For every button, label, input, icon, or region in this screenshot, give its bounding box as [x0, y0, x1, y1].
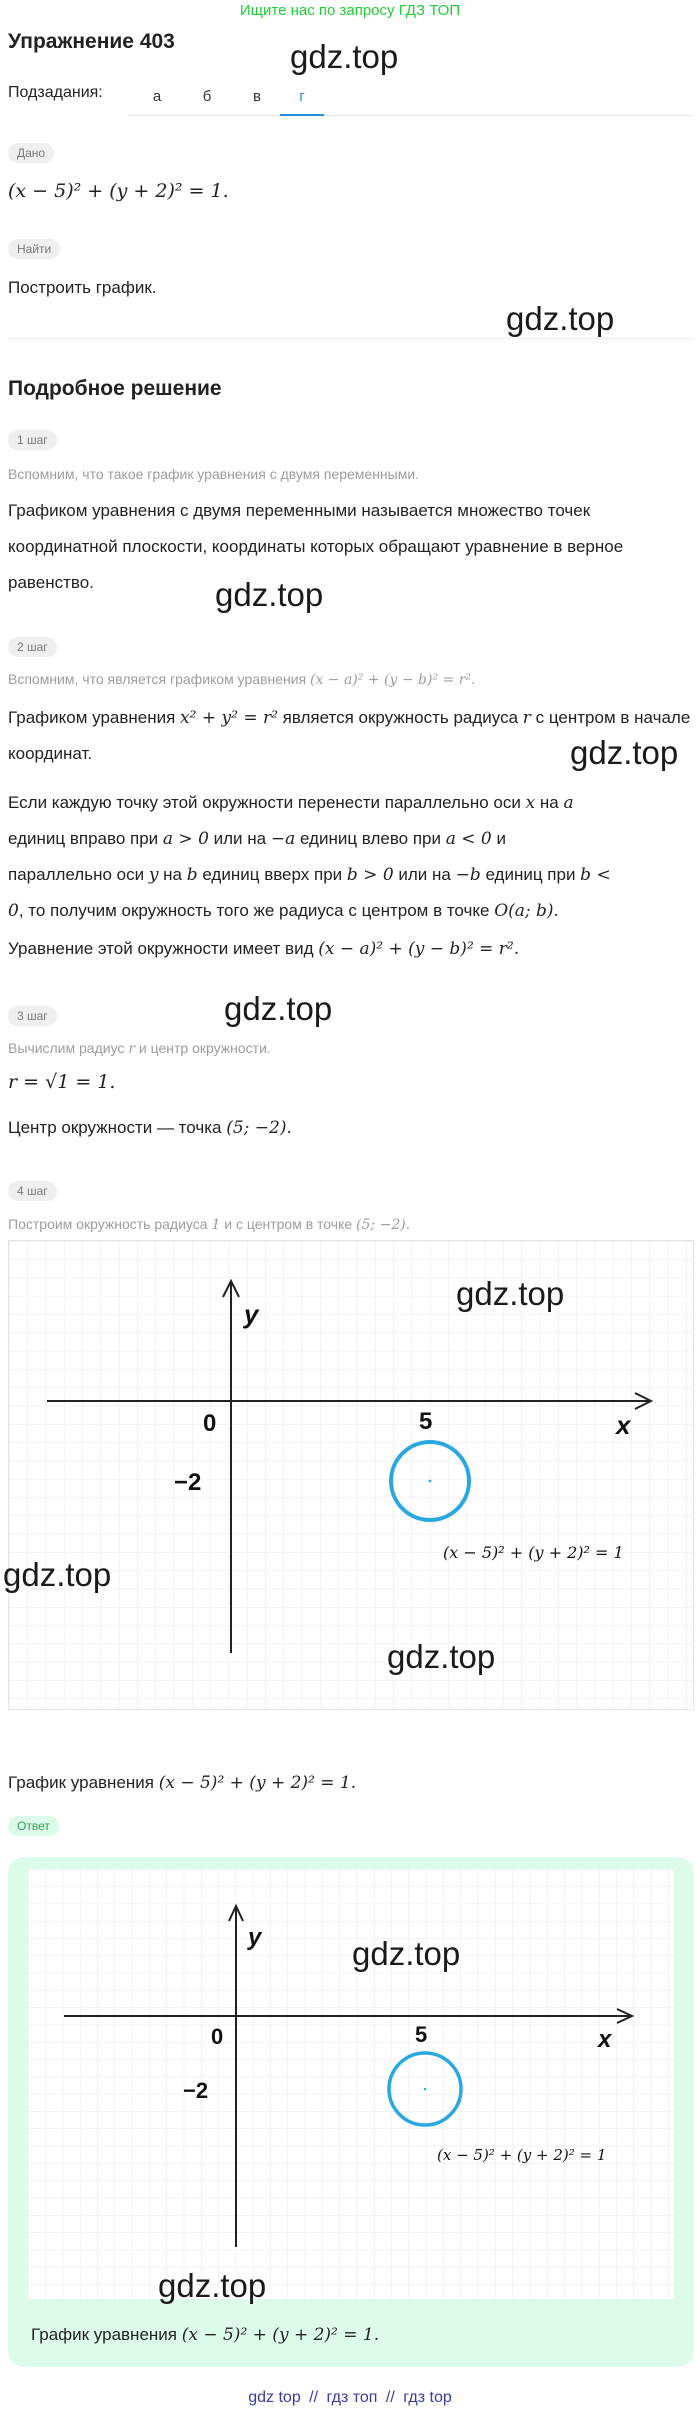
step2-para2: Если каждую точку этой окружности перенести параллельно оси x на a единиц вправо при a > 0 или на −a единиц влево при a < 0 и параллельно оси y на b единиц вверх при b > 0 или на −b единиц при b < 0, то получим окружность того же радиуса с центром в точке O(a; b).: [8, 793, 611, 921]
tab-g[interactable]: г: [280, 88, 324, 116]
footer-links: [0, 2389, 700, 2407]
tab-a[interactable]: а: [152, 88, 162, 105]
search-banner[interactable]: Ищите нас по запросу ГДЗ ТОП: [239, 2, 461, 19]
x-axis-label: x: [598, 2026, 612, 2053]
y-axis-label: y: [244, 1299, 259, 1329]
watermark: gdz.top: [3, 1556, 112, 1593]
footer-link-3[interactable]: гдз top: [403, 2389, 452, 2406]
circle-graph: [3, 1240, 694, 1710]
step3-badge: 3 шаг: [8, 1006, 57, 1026]
y-tick-neg2: −2: [174, 1469, 202, 1496]
tab-v[interactable]: в: [253, 88, 261, 105]
step3-hint: Вычислим радиус r и центр окружности.: [8, 1040, 271, 1057]
answer-caption: График уравнения (x − 5)² + (y + 2)² = 1.: [31, 2325, 380, 2345]
step4-hint: Построим окружность радиуса 1 и с центром в точке (5; −2).: [8, 1216, 411, 1233]
curve-label: (x − 5)² + (y + 2)² = 1: [443, 1543, 624, 1562]
answer-box: [8, 1857, 694, 2367]
step4-caption: График уравнения (x − 5)² + (y + 2)² = 1.: [8, 1773, 357, 1793]
step3-center: Центр окружности — точка (5; −2).: [8, 1118, 292, 1138]
answer-badge: Ответ: [8, 1816, 59, 1836]
step2-para1: Графиком уравнения x² + y² = r² является окружность радиуса r с центром в начале координат.: [8, 708, 691, 763]
footer-link-2[interactable]: гдз топ: [326, 2389, 378, 2406]
watermark: gdz.top: [506, 300, 615, 337]
y-axis-label: y: [248, 1924, 262, 1951]
x-axis-label: x: [616, 1410, 631, 1440]
x-tick-5: 5: [415, 2022, 428, 2047]
footer-sep: //: [309, 2389, 319, 2406]
step4-badge: 4 шаг: [8, 1181, 57, 1201]
step3-formula: r = √1 = 1.: [8, 1071, 116, 1093]
answer-graph: [28, 1869, 674, 2304]
origin-label: 0: [211, 2024, 224, 2049]
divider: [8, 338, 694, 339]
subtasks-label: Подзадания:: [8, 84, 103, 101]
footer-sep: //: [385, 2389, 395, 2406]
watermark: gdz.top: [290, 38, 399, 75]
step1-badge: 1 шаг: [8, 430, 57, 450]
watermark: gdz.top: [352, 1935, 461, 1972]
footer-link-1[interactable]: gdz top: [248, 2389, 301, 2406]
step2-para3: Уравнение этой окружности имеет вид (x − a)² + (y − b)² = r².: [8, 939, 520, 959]
watermark: gdz.top: [570, 734, 679, 771]
watermark: gdz.top: [456, 1275, 565, 1312]
step2-badge: 2 шаг: [8, 637, 57, 657]
watermark: gdz.top: [158, 2267, 267, 2304]
tab-b[interactable]: б: [202, 88, 212, 105]
step1-text: Графиком уравнения с двумя переменными называется множество точек координатной плоскости, координаты которых обращают уравнение в верное равенство.: [8, 501, 624, 592]
step2-hint: Вспомним, что является графиком уравнения (x − a)² + (y − b)² = r².: [8, 671, 476, 688]
find-text: Построить график.: [8, 278, 157, 297]
given-badge: Дано: [8, 143, 54, 163]
watermark: gdz.top: [215, 576, 324, 613]
given-equation: (x − 5)² + (y + 2)² = 1.: [8, 180, 229, 202]
watermark: gdz.top: [224, 990, 333, 1027]
subtask-tabs: [128, 74, 693, 116]
circle-center: [429, 1480, 432, 1483]
curve-label: (x − 5)² + (y + 2)² = 1: [437, 2146, 607, 2164]
step1-hint: Вспомним, что такое график уравнения с двумя переменными.: [8, 466, 420, 482]
circle-center: [424, 2088, 427, 2091]
find-badge: Найти: [8, 239, 60, 259]
page-title: Упражнение 403: [8, 30, 175, 53]
origin-label: 0: [203, 1410, 217, 1437]
x-tick-5: 5: [419, 1408, 433, 1435]
y-tick-neg2: −2: [183, 2078, 209, 2103]
solution-heading: Подробное решение: [8, 377, 222, 400]
watermark: gdz.top: [387, 1638, 496, 1675]
